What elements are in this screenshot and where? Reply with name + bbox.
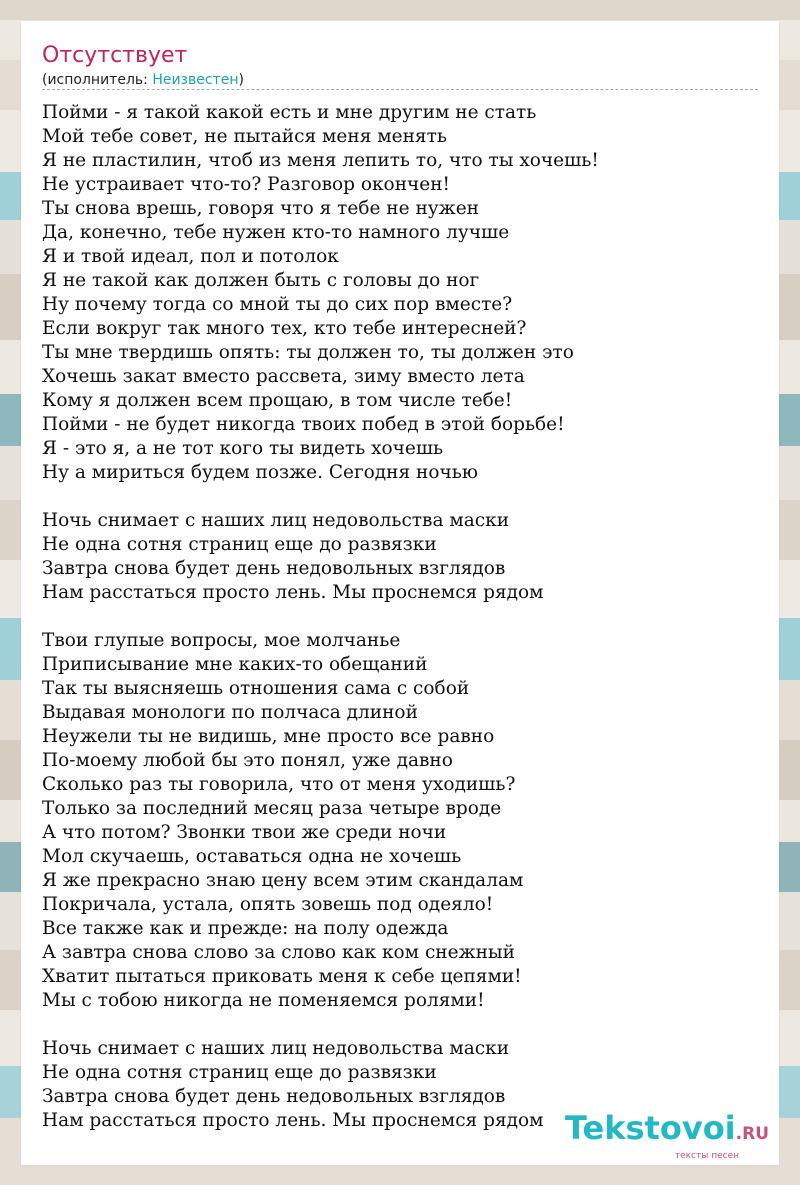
brand-tagline: тексты песен	[674, 1151, 739, 1161]
lyric-line: Неужели ты не видишь, мне просто все равно	[42, 726, 495, 747]
performer-line	[42, 71, 244, 89]
lyric-line: Ночь снимает с наших лиц недовольства маски	[42, 510, 510, 531]
lyric-line: Я же прекрасно знаю цену всем этим скандалам	[42, 870, 524, 891]
lyric-line: Пойми - я такой какой есть и мне другим не стать	[42, 102, 537, 123]
lyric-line: Ты мне твердишь опять: ты должен то, ты должен это	[42, 342, 574, 363]
brand-name: Tekstovoi.RU	[564, 1109, 769, 1147]
lyric-line: Мы с тобою никогда не поменяемся ролями!	[42, 990, 485, 1011]
title-divider	[42, 89, 758, 90]
lyric-line: Не устраивает что-то? Разговор окончен!	[42, 174, 450, 195]
lyric-line: Пойми - не будет никогда твоих побед в этой борьбе!	[42, 414, 565, 435]
lyrics-text	[42, 101, 762, 1133]
lyric-line: Ну а мириться будем позже. Сегодня ночью	[42, 462, 478, 483]
stanza	[42, 509, 762, 605]
lyric-line: Сколько раз ты говорила, что от меня уходишь?	[42, 774, 516, 795]
lyric-line: Выдавая монологи по полчаса длиной	[42, 702, 418, 723]
song-title: Отсутствует	[42, 43, 188, 68]
lyric-line: Ну почему тогда со мной ты до сих пор вместе?	[42, 294, 513, 315]
brand-tld: .RU	[735, 1124, 769, 1144]
lyric-line: Хватит пытаться приковать меня к себе цепями!	[42, 966, 522, 987]
lyric-line: Хочешь закат вместо рассвета, зиму вместо лета	[42, 366, 525, 387]
lyric-line: Так ты выясняешь отношения сама с собой	[42, 678, 470, 699]
lyric-line: Покричала, устала, опять зовешь под одеяло!	[42, 894, 494, 915]
lyric-line: Твои глупые вопросы, мое молчанье	[42, 630, 401, 651]
lyric-line: Все также как и прежде: на полу одежда	[42, 918, 449, 939]
lyric-line: Ты снова врешь, говоря что я тебе не нужен	[42, 198, 479, 219]
stanza	[42, 101, 762, 485]
lyric-line: Нам расстаться просто лень. Мы проснемся рядом	[42, 1110, 544, 1131]
site-logo[interactable]	[565, 1111, 769, 1161]
performer-prefix: (исполнитель:	[42, 72, 153, 88]
lyric-line: Не одна сотня страниц еще до развязки	[42, 1062, 437, 1083]
lyric-line: Мой тебе совет, не пытайся меня менять	[42, 126, 447, 147]
lyric-line: А что потом? Звонки твои же среди ночи	[42, 822, 447, 843]
lyric-line: Нам расстаться просто лень. Мы проснемся рядом	[42, 582, 544, 603]
lyric-line: Я и твой идеал, пол и потолок	[42, 246, 339, 267]
lyric-line: Ночь снимает с наших лиц недовольства маски	[42, 1038, 510, 1059]
lyric-line: Завтра снова будет день недовольных взглядов	[42, 558, 506, 579]
lyric-line: По-моему любой бы это понял, уже давно	[42, 750, 453, 771]
lyric-line: Я не пластилин, чтоб из меня лепить то, что ты хочешь!	[42, 150, 599, 171]
lyric-line: Только за последний месяц раза четыре вроде	[42, 798, 502, 819]
lyric-line: Мол скучаешь, оставаться одна не хочешь	[42, 846, 462, 867]
performer-link[interactable]: Неизвестен	[152, 72, 239, 88]
lyric-line: Не одна сотня страниц еще до развязки	[42, 534, 437, 555]
lyric-line: Да, конечно, тебе нужен кто-то намного лучше	[42, 222, 510, 243]
lyric-line: А завтра снова слово за слово как ком снежный	[42, 942, 515, 963]
lyric-line: Завтра снова будет день недовольных взглядов	[42, 1086, 506, 1107]
lyric-line: Я не такой как должен быть с головы до ног	[42, 270, 480, 291]
lyric-line: Приписывание мне каких-то обещаний	[42, 654, 428, 675]
lyric-line: Если вокруг так много тех, кто тебе интересней?	[42, 318, 527, 339]
stanza	[42, 629, 762, 1013]
lyrics-card	[21, 21, 779, 1165]
lyric-line: Я - это я, а не тот кого ты видеть хочешь	[42, 438, 444, 459]
performer-suffix: )	[238, 72, 244, 88]
lyric-line: Кому я должен всем прощаю, в том числе тебе!	[42, 390, 513, 411]
